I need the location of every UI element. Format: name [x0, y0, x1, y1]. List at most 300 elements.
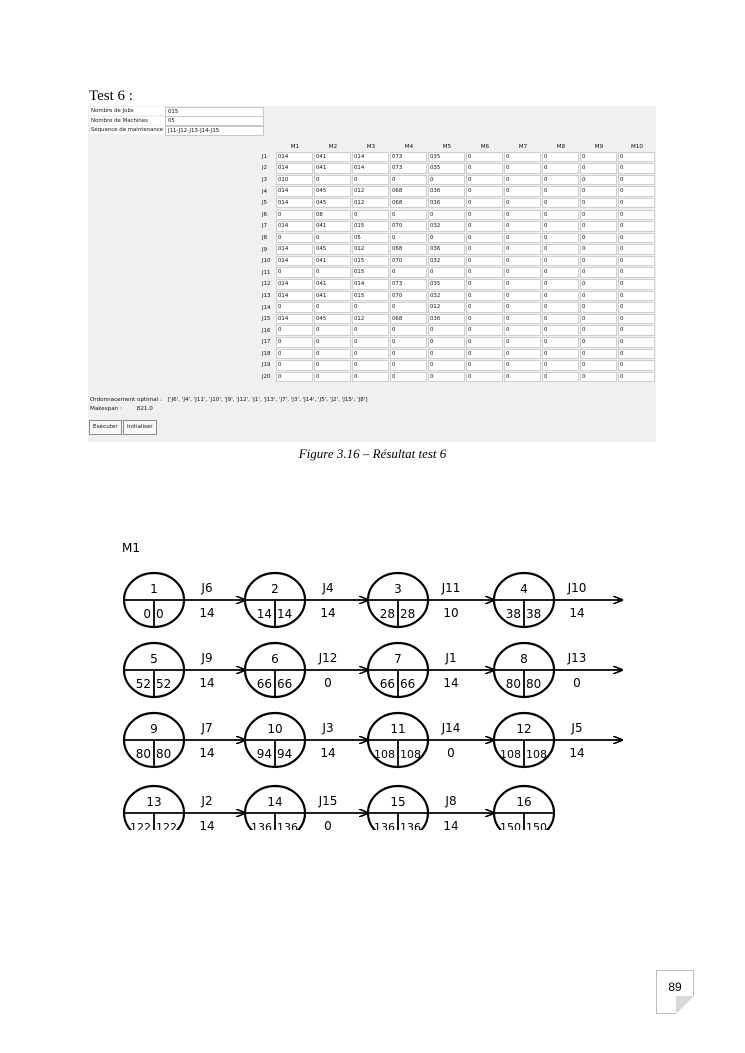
cell-input[interactable]: 0 [580, 152, 617, 163]
cell-input[interactable]: 0 [276, 302, 313, 313]
optimal-schedule-value: ['J6', 'J4', 'J11', 'J10', 'J9', 'J12', 'J1', 'J13', 'J7', 'J3', 'J14', 'J5', 'J2', 'J15', 'J8'] [167, 397, 368, 403]
reset-button[interactable]: Initialiser [123, 420, 157, 435]
cell-input[interactable]: 0 [390, 267, 427, 278]
table-cell [504, 244, 542, 256]
table-cell [466, 325, 504, 337]
table-cell [428, 232, 466, 244]
node-latest-time: 38 [526, 607, 542, 621]
cell-input[interactable]: 0 [504, 360, 541, 371]
cell-input[interactable]: 041 [314, 221, 351, 232]
table-cell [466, 360, 504, 372]
cell-input[interactable]: 0 [390, 360, 427, 371]
table-cell [542, 325, 580, 337]
cell-input[interactable]: 0 [390, 210, 427, 221]
cell-input[interactable]: 014 [352, 152, 389, 163]
table-cell [276, 197, 314, 209]
cell-input[interactable]: 0 [618, 302, 655, 313]
cell-input[interactable]: 0 [618, 186, 655, 197]
cell-input[interactable]: 014 [276, 314, 313, 325]
table-row [260, 360, 656, 372]
node-latest-time: 14 [277, 607, 293, 621]
node-earliest-time: 66 [256, 677, 272, 691]
table-cell [580, 244, 618, 256]
cell-input[interactable]: 014 [276, 221, 313, 232]
cell-input[interactable]: 0 [276, 337, 313, 348]
table-cell [428, 197, 466, 209]
node-id: 11 [390, 722, 406, 736]
table-cell [504, 186, 542, 198]
maintenance-sequence-label: Séquence de maintenance [91, 127, 164, 133]
event-node [368, 713, 428, 767]
cell-input[interactable]: 0 [504, 163, 541, 174]
cell-input[interactable]: 014 [276, 279, 313, 290]
cell-input[interactable]: 0 [542, 314, 579, 325]
cell-input[interactable]: 0 [504, 267, 541, 278]
column-header: M3 [366, 143, 376, 150]
cell-input[interactable]: 0 [618, 291, 655, 302]
table-cell [466, 313, 504, 325]
cell-input[interactable]: 045 [314, 314, 351, 325]
cell-input[interactable]: 0 [580, 325, 617, 336]
cell-input[interactable]: 0 [428, 360, 465, 371]
cell-input[interactable]: 014 [276, 244, 313, 255]
cell-input[interactable]: 0 [428, 325, 465, 336]
row-label: J17 [262, 339, 271, 346]
cell-input[interactable]: 0 [618, 372, 655, 383]
cell-input[interactable]: 0 [428, 337, 465, 348]
cell-input[interactable]: 035 [428, 279, 465, 290]
cell-input[interactable]: 0 [352, 372, 389, 383]
cell-input[interactable]: 0 [542, 175, 579, 186]
table-cell [466, 267, 504, 279]
cell-input[interactable]: 068 [390, 186, 427, 197]
column-header: M6 [480, 143, 490, 150]
cell-input[interactable]: 0 [580, 198, 617, 209]
cell-input[interactable]: 0 [466, 302, 503, 313]
table-cell [618, 313, 656, 325]
cell-input[interactable]: 0 [580, 244, 617, 255]
table-cell [542, 279, 580, 291]
cell-input[interactable]: 0 [542, 221, 579, 232]
cell-input[interactable]: 014 [352, 163, 389, 174]
cell-input[interactable]: 0 [276, 267, 313, 278]
cell-input[interactable]: 012 [352, 244, 389, 255]
row-label: J1 [262, 153, 268, 160]
cell-input[interactable]: 0 [542, 337, 579, 348]
job-duration: 0 [447, 746, 455, 760]
cell-input[interactable]: 0 [504, 221, 541, 232]
cell-input[interactable]: 0 [504, 325, 541, 336]
cell-input[interactable]: 0 [352, 210, 389, 221]
cell-input[interactable]: 012 [428, 302, 465, 313]
cell-input[interactable]: 0 [504, 244, 541, 255]
table-header-row [260, 142, 656, 151]
cell-input[interactable]: 0 [352, 175, 389, 186]
cell-input[interactable]: 070 [390, 291, 427, 302]
cell-input[interactable]: 0 [504, 349, 541, 360]
cell-input[interactable]: 0 [390, 337, 427, 348]
job-duration: 14 [320, 606, 336, 620]
cell-input[interactable]: 0 [466, 256, 503, 267]
cell-input[interactable]: 0 [542, 210, 579, 221]
cell-input[interactable]: 012 [352, 198, 389, 209]
cell-input[interactable]: 0 [428, 267, 465, 278]
cell-input[interactable]: 0 [580, 372, 617, 383]
job-duration: 0 [573, 676, 581, 690]
table-cell [276, 302, 314, 314]
cell-input[interactable]: 045 [314, 198, 351, 209]
cell-input[interactable]: 068 [390, 314, 427, 325]
cell-input[interactable]: 0 [390, 372, 427, 383]
cell-input[interactable]: 0 [542, 163, 579, 174]
table-cell [466, 221, 504, 233]
table-cell [466, 174, 504, 186]
event-node [245, 713, 305, 767]
cell-input[interactable]: 0 [580, 186, 617, 197]
table-cell [580, 348, 618, 360]
node-earliest-time: 14 [256, 607, 272, 621]
cell-input[interactable]: 0 [276, 372, 313, 383]
cell-input[interactable]: 036 [428, 198, 465, 209]
job-label: J12 [318, 651, 338, 665]
cell-input[interactable]: 0 [428, 175, 465, 186]
table-cell [580, 255, 618, 267]
node-earliest-time: 108 [500, 748, 521, 761]
cell-input[interactable]: 0 [618, 314, 655, 325]
cell-input[interactable]: 0 [542, 267, 579, 278]
cell-input[interactable]: 0 [276, 349, 313, 360]
cell-input[interactable]: 0 [352, 349, 389, 360]
optimal-schedule [90, 397, 368, 403]
table-cell [390, 325, 428, 337]
cell-input[interactable]: 068 [390, 244, 427, 255]
cell-input[interactable]: 0 [542, 279, 579, 290]
table-cell [390, 371, 428, 383]
cell-input[interactable]: 0 [314, 302, 351, 313]
cell-input[interactable]: 0 [542, 349, 579, 360]
cell-input[interactable]: 0 [580, 279, 617, 290]
cell-input[interactable]: 0 [504, 314, 541, 325]
table-cell [390, 267, 428, 279]
cell-input[interactable]: 0 [618, 256, 655, 267]
table-cell [352, 302, 390, 314]
cell-input[interactable]: 0 [542, 291, 579, 302]
cell-input[interactable]: 036 [428, 186, 465, 197]
column-header: M5 [442, 143, 452, 150]
node-latest-time: 66 [277, 677, 293, 691]
cell-input[interactable]: 0 [580, 337, 617, 348]
node-id: 9 [150, 722, 158, 736]
cell-input[interactable]: 0 [618, 221, 655, 232]
cell-input[interactable]: 0 [314, 233, 351, 244]
table-cell [618, 302, 656, 314]
table-cell [504, 209, 542, 221]
cell-input[interactable]: 0 [466, 267, 503, 278]
cell-input[interactable]: 041 [314, 291, 351, 302]
table-cell [542, 371, 580, 383]
cell-input[interactable]: 0 [580, 360, 617, 371]
cell-input[interactable]: 0 [504, 291, 541, 302]
cell-input[interactable]: 0 [618, 279, 655, 290]
table-cell [466, 163, 504, 175]
cell-input[interactable]: 0 [542, 244, 579, 255]
cell-input[interactable]: 0 [580, 267, 617, 278]
cell-input[interactable]: 0 [504, 186, 541, 197]
cell-input[interactable]: 014 [276, 291, 313, 302]
cell-input[interactable]: 036 [428, 314, 465, 325]
cell-input[interactable]: 0 [504, 233, 541, 244]
cell-input[interactable]: 0 [276, 325, 313, 336]
cell-input[interactable]: 0 [542, 198, 579, 209]
cell-input[interactable]: 073 [390, 163, 427, 174]
cell-input[interactable]: 032 [428, 221, 465, 232]
cell-input[interactable]: 0 [542, 302, 579, 313]
cell-input[interactable]: 0 [618, 198, 655, 209]
cell-input[interactable]: 0 [542, 372, 579, 383]
cell-input[interactable]: 0 [428, 349, 465, 360]
cell-input[interactable]: 0 [314, 325, 351, 336]
cell-input[interactable]: 014 [276, 186, 313, 197]
cell-input[interactable]: 041 [314, 256, 351, 267]
cell-input[interactable]: 0 [580, 233, 617, 244]
job-label: J5 [571, 721, 583, 735]
cell-input[interactable]: 0 [504, 210, 541, 221]
cell-input[interactable]: 0 [428, 372, 465, 383]
cell-input[interactable]: 0 [580, 221, 617, 232]
table-cell [390, 290, 428, 302]
cell-input[interactable]: 0 [466, 349, 503, 360]
cell-input[interactable]: 0 [466, 244, 503, 255]
cell-input[interactable]: 0 [314, 175, 351, 186]
cell-input[interactable]: 0 [314, 372, 351, 383]
cell-input[interactable]: 0 [580, 256, 617, 267]
node-id: 15 [390, 795, 406, 809]
node-id: 7 [394, 652, 402, 666]
cell-input[interactable]: 0 [618, 349, 655, 360]
cell-input[interactable]: 0 [466, 372, 503, 383]
cell-input[interactable]: 032 [428, 291, 465, 302]
cell-input[interactable]: 014 [352, 279, 389, 290]
cell-input[interactable]: 041 [314, 152, 351, 163]
cell-input[interactable]: 0 [466, 152, 503, 163]
cell-input[interactable]: 0 [580, 349, 617, 360]
cell-input[interactable]: 041 [314, 279, 351, 290]
cell-input[interactable]: 0 [504, 279, 541, 290]
makespan [90, 406, 153, 412]
cell-input[interactable]: 0 [504, 152, 541, 163]
table-cell [352, 186, 390, 198]
table-cell [618, 209, 656, 221]
cell-input[interactable]: 045 [314, 186, 351, 197]
cell-input[interactable]: 032 [428, 256, 465, 267]
cell-input[interactable]: 012 [352, 314, 389, 325]
cell-input[interactable]: 0 [466, 198, 503, 209]
cell-input[interactable]: 014 [276, 152, 313, 163]
cell-input[interactable]: 0 [542, 360, 579, 371]
job-duration: 10 [443, 606, 459, 620]
table-cell [504, 255, 542, 267]
job-label: J1 [445, 651, 457, 665]
cell-input[interactable]: 0 [580, 314, 617, 325]
cell-input[interactable]: 073 [390, 152, 427, 163]
table-cell [390, 221, 428, 233]
cell-input[interactable]: 0 [352, 302, 389, 313]
cell-input[interactable]: 0 [390, 233, 427, 244]
cell-input[interactable]: 0 [618, 360, 655, 371]
node-earliest-time: 38 [505, 607, 521, 621]
table-cell [314, 279, 352, 291]
cell-input[interactable]: 05 [352, 233, 389, 244]
cell-input[interactable]: 015 [352, 221, 389, 232]
cell-input[interactable]: 0 [276, 210, 313, 221]
cell-input[interactable]: 0 [504, 175, 541, 186]
cell-input[interactable]: 036 [428, 244, 465, 255]
cell-input[interactable]: 0 [390, 302, 427, 313]
cell-input[interactable]: 0 [618, 233, 655, 244]
cell-input[interactable]: 014 [276, 163, 313, 174]
table-cell [580, 174, 618, 186]
cell-input[interactable]: 0 [542, 233, 579, 244]
table-cell [428, 221, 466, 233]
table-cell [314, 151, 352, 163]
cell-input[interactable]: 070 [390, 256, 427, 267]
cell-input[interactable]: 0 [466, 360, 503, 371]
cell-input[interactable]: 0 [390, 175, 427, 186]
table-cell [276, 151, 314, 163]
cell-input[interactable]: 0 [466, 325, 503, 336]
cell-input[interactable]: 0 [390, 349, 427, 360]
cell-input[interactable]: 035 [428, 163, 465, 174]
cell-input[interactable]: 0 [352, 325, 389, 336]
cell-input[interactable]: 0 [542, 325, 579, 336]
maintenance-sequence-input[interactable]: J11-J12-J13-J14-J15 [165, 126, 264, 136]
jobs-count-input[interactable]: 015 [165, 107, 264, 117]
job-label: J9 [201, 651, 213, 665]
row-label: J8 [262, 234, 268, 241]
cell-input[interactable]: 0 [390, 325, 427, 336]
cell-input[interactable]: 0 [580, 175, 617, 186]
table-cell [352, 163, 390, 175]
cell-input[interactable]: 0 [466, 279, 503, 290]
cell-input[interactable]: 0 [314, 267, 351, 278]
machines-count-input[interactable]: 05 [165, 116, 264, 126]
cell-input[interactable]: 0 [276, 233, 313, 244]
cell-input[interactable]: 0 [618, 267, 655, 278]
table-cell [390, 232, 428, 244]
table-cell [390, 337, 428, 349]
node-earliest-time: 66 [379, 677, 395, 691]
cell-input[interactable]: 0 [504, 256, 541, 267]
table-cell [580, 163, 618, 175]
cell-input[interactable]: 0 [352, 337, 389, 348]
cell-input[interactable]: 0 [466, 314, 503, 325]
cell-input[interactable]: 015 [352, 256, 389, 267]
cell-input[interactable]: 014 [276, 198, 313, 209]
execute-button[interactable]: Exécuter [89, 420, 122, 435]
cell-input[interactable]: 0 [466, 175, 503, 186]
cell-input[interactable]: 012 [352, 186, 389, 197]
table-cell [428, 302, 466, 314]
cell-input[interactable]: 0 [276, 360, 313, 371]
table-cell [580, 313, 618, 325]
cell-input[interactable]: 0 [466, 163, 503, 174]
cell-input[interactable]: 0 [618, 244, 655, 255]
job-arrow [428, 651, 494, 690]
node-id: 1 [150, 582, 158, 596]
cell-input[interactable]: 0 [314, 360, 351, 371]
event-node [245, 786, 305, 830]
table-row [260, 232, 656, 244]
cell-input[interactable]: 0 [428, 210, 465, 221]
cell-input[interactable]: 0 [618, 152, 655, 163]
cell-input[interactable]: 0 [580, 291, 617, 302]
processing-times-table [260, 142, 656, 383]
cell-input[interactable]: 041 [314, 163, 351, 174]
cell-input[interactable]: 0 [352, 360, 389, 371]
cell-input[interactable]: 0 [466, 233, 503, 244]
cell-input[interactable]: 035 [428, 152, 465, 163]
cell-input[interactable]: 0 [580, 210, 617, 221]
node-latest-time: 150 [526, 821, 547, 830]
table-cell [466, 255, 504, 267]
cell-input[interactable]: 0 [618, 325, 655, 336]
cell-input[interactable]: 073 [390, 279, 427, 290]
cell-input[interactable]: 0 [618, 210, 655, 221]
cell-input[interactable]: 0 [466, 186, 503, 197]
cell-input[interactable]: 015 [352, 291, 389, 302]
table-cell [428, 337, 466, 349]
cell-input[interactable]: 0 [504, 198, 541, 209]
job-duration: 14 [443, 819, 459, 830]
table-cell [276, 313, 314, 325]
table-row [260, 197, 656, 209]
node-id: 12 [516, 722, 532, 736]
table-cell [542, 313, 580, 325]
cell-input[interactable]: 0 [542, 186, 579, 197]
cell-input[interactable]: 0 [618, 163, 655, 174]
cell-input[interactable]: 0 [618, 175, 655, 186]
table-cell [352, 325, 390, 337]
cell-input[interactable]: 0 [542, 152, 579, 163]
cell-input[interactable]: 0 [580, 302, 617, 313]
cell-input[interactable]: 0 [542, 256, 579, 267]
cell-input[interactable]: 0 [466, 291, 503, 302]
cell-input[interactable]: 010 [276, 175, 313, 186]
cell-input[interactable]: 070 [390, 221, 427, 232]
cell-input[interactable]: 0 [618, 337, 655, 348]
cell-input[interactable]: 0 [580, 163, 617, 174]
cell-input[interactable]: 0 [504, 337, 541, 348]
cell-input[interactable]: 014 [276, 256, 313, 267]
cell-input[interactable]: 015 [352, 267, 389, 278]
cell-input[interactable]: 0 [428, 233, 465, 244]
cell-input[interactable]: 045 [314, 244, 351, 255]
node-id: 14 [267, 795, 283, 809]
cell-input[interactable]: 0 [504, 372, 541, 383]
cell-input[interactable]: 068 [390, 198, 427, 209]
cell-input[interactable]: 0 [314, 337, 351, 348]
cell-input[interactable]: 0 [466, 337, 503, 348]
table-cell [618, 197, 656, 209]
cell-input[interactable]: 08 [314, 210, 351, 221]
table-cell [390, 174, 428, 186]
cell-input[interactable]: 0 [466, 221, 503, 232]
table-cell [428, 209, 466, 221]
cell-input[interactable]: 0 [466, 210, 503, 221]
node-latest-time: 122 [156, 821, 177, 830]
cell-input[interactable]: 0 [314, 349, 351, 360]
cell-input[interactable]: 0 [504, 302, 541, 313]
